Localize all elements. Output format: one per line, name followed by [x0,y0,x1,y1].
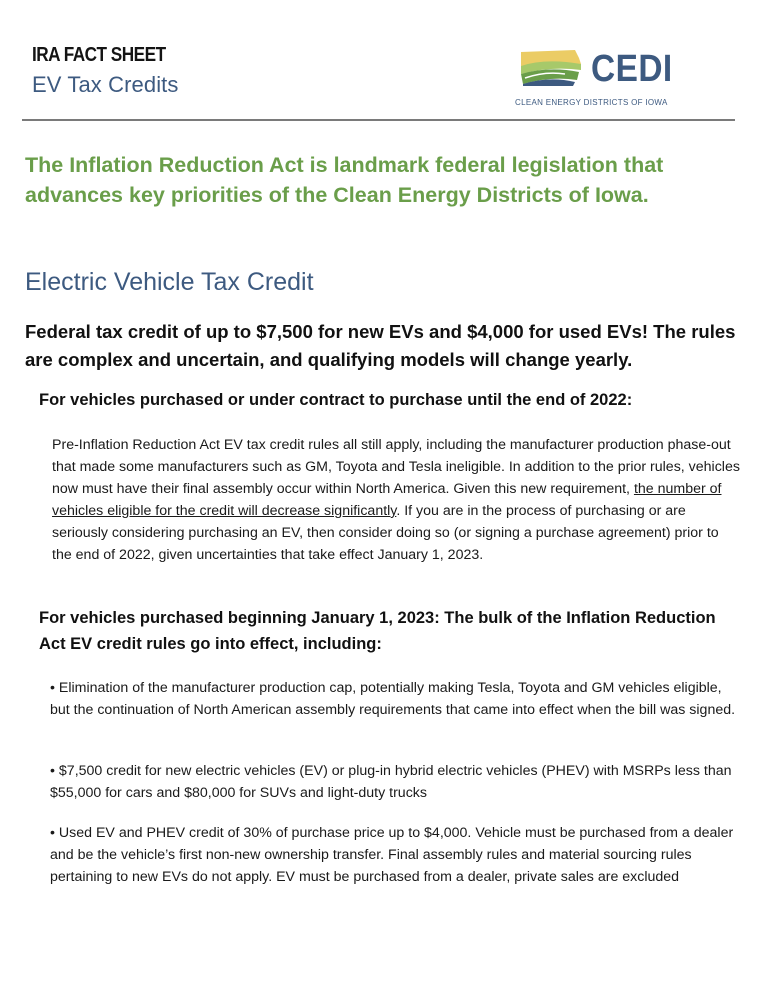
logo-wordmark: CEDI [591,48,673,90]
cedi-logo [515,44,695,108]
intro-statement: The Inflation Reduction Act is landmark federal legislation that advances key priorities of the Clean Energy Districts of Iowa. [25,153,664,207]
part1-text-before: Pre-Inflation Reduction Act EV tax credit rules all still apply, including the manufacturer production phase-out that made some manufacturers such as GM, Toyota and Tesla ineligible. In addition to the prior rules, vehicles now must have their final assembly occur within North America. Given this new requirement, [52,437,740,497]
section-headline: Federal tax credit of up to $7,500 for new EVs and $4,000 for used EVs! The rules are complex and uncertain, and qualifying models will change yearly. [25,321,736,370]
part1-heading: For vehicles purchased or under contract to purchase until the end of 2022: [39,391,633,409]
iowa-landscape-icon [515,44,587,94]
part1-paragraph [52,434,742,566]
bullet-item: • Elimination of the manufacturer production cap, potentially making Tesla, Toyota and GM vehicles eligible, but the continuation of North American assembly requirements that came into effect when the bill was signed. [50,680,736,718]
section-title: Electric Vehicle Tax Credit [25,268,314,296]
part2-heading: For vehicles purchased beginning January 1, 2023: The bulk of the Inflation Reduction Act EV credit rules go into effect, including: [39,609,716,653]
part1-text-underlined: the number of vehicles eligible for the credit will decrease significantly [52,481,722,519]
bullet-item: • $7,500 credit for new electric vehicles (EV) or plug-in hybrid electric vehicles (PHEV) with MSRPs less than $55,000 for cars and $80,000 for SUVs and light-duty trucks [50,763,732,801]
part1-text-after: . If you are in the process of purchasing or are seriously considering purchasing an EV, then consider doing so (or signing a purchase agreement) prior to the end of 2022, given uncertainties that take effect January 1, 2023. [52,503,719,563]
page-subtitle: EV Tax Credits [32,72,179,97]
logo-tagline: CLEAN ENERGY DISTRICTS OF IOWA [515,98,668,107]
bullet-item: • Used EV and PHEV credit of 30% of purchase price up to $4,000. Vehicle must be purchased from a dealer and be the vehicle’s first non-new ownership transfer. Final assembly rules and material sourcing rules pertaining to new EVs do not apply. EV must be purchased from a dealer, private sales are excluded [50,825,734,885]
fact-sheet-kicker: IRA FACT SHEET [32,44,166,66]
header-divider [22,119,735,121]
